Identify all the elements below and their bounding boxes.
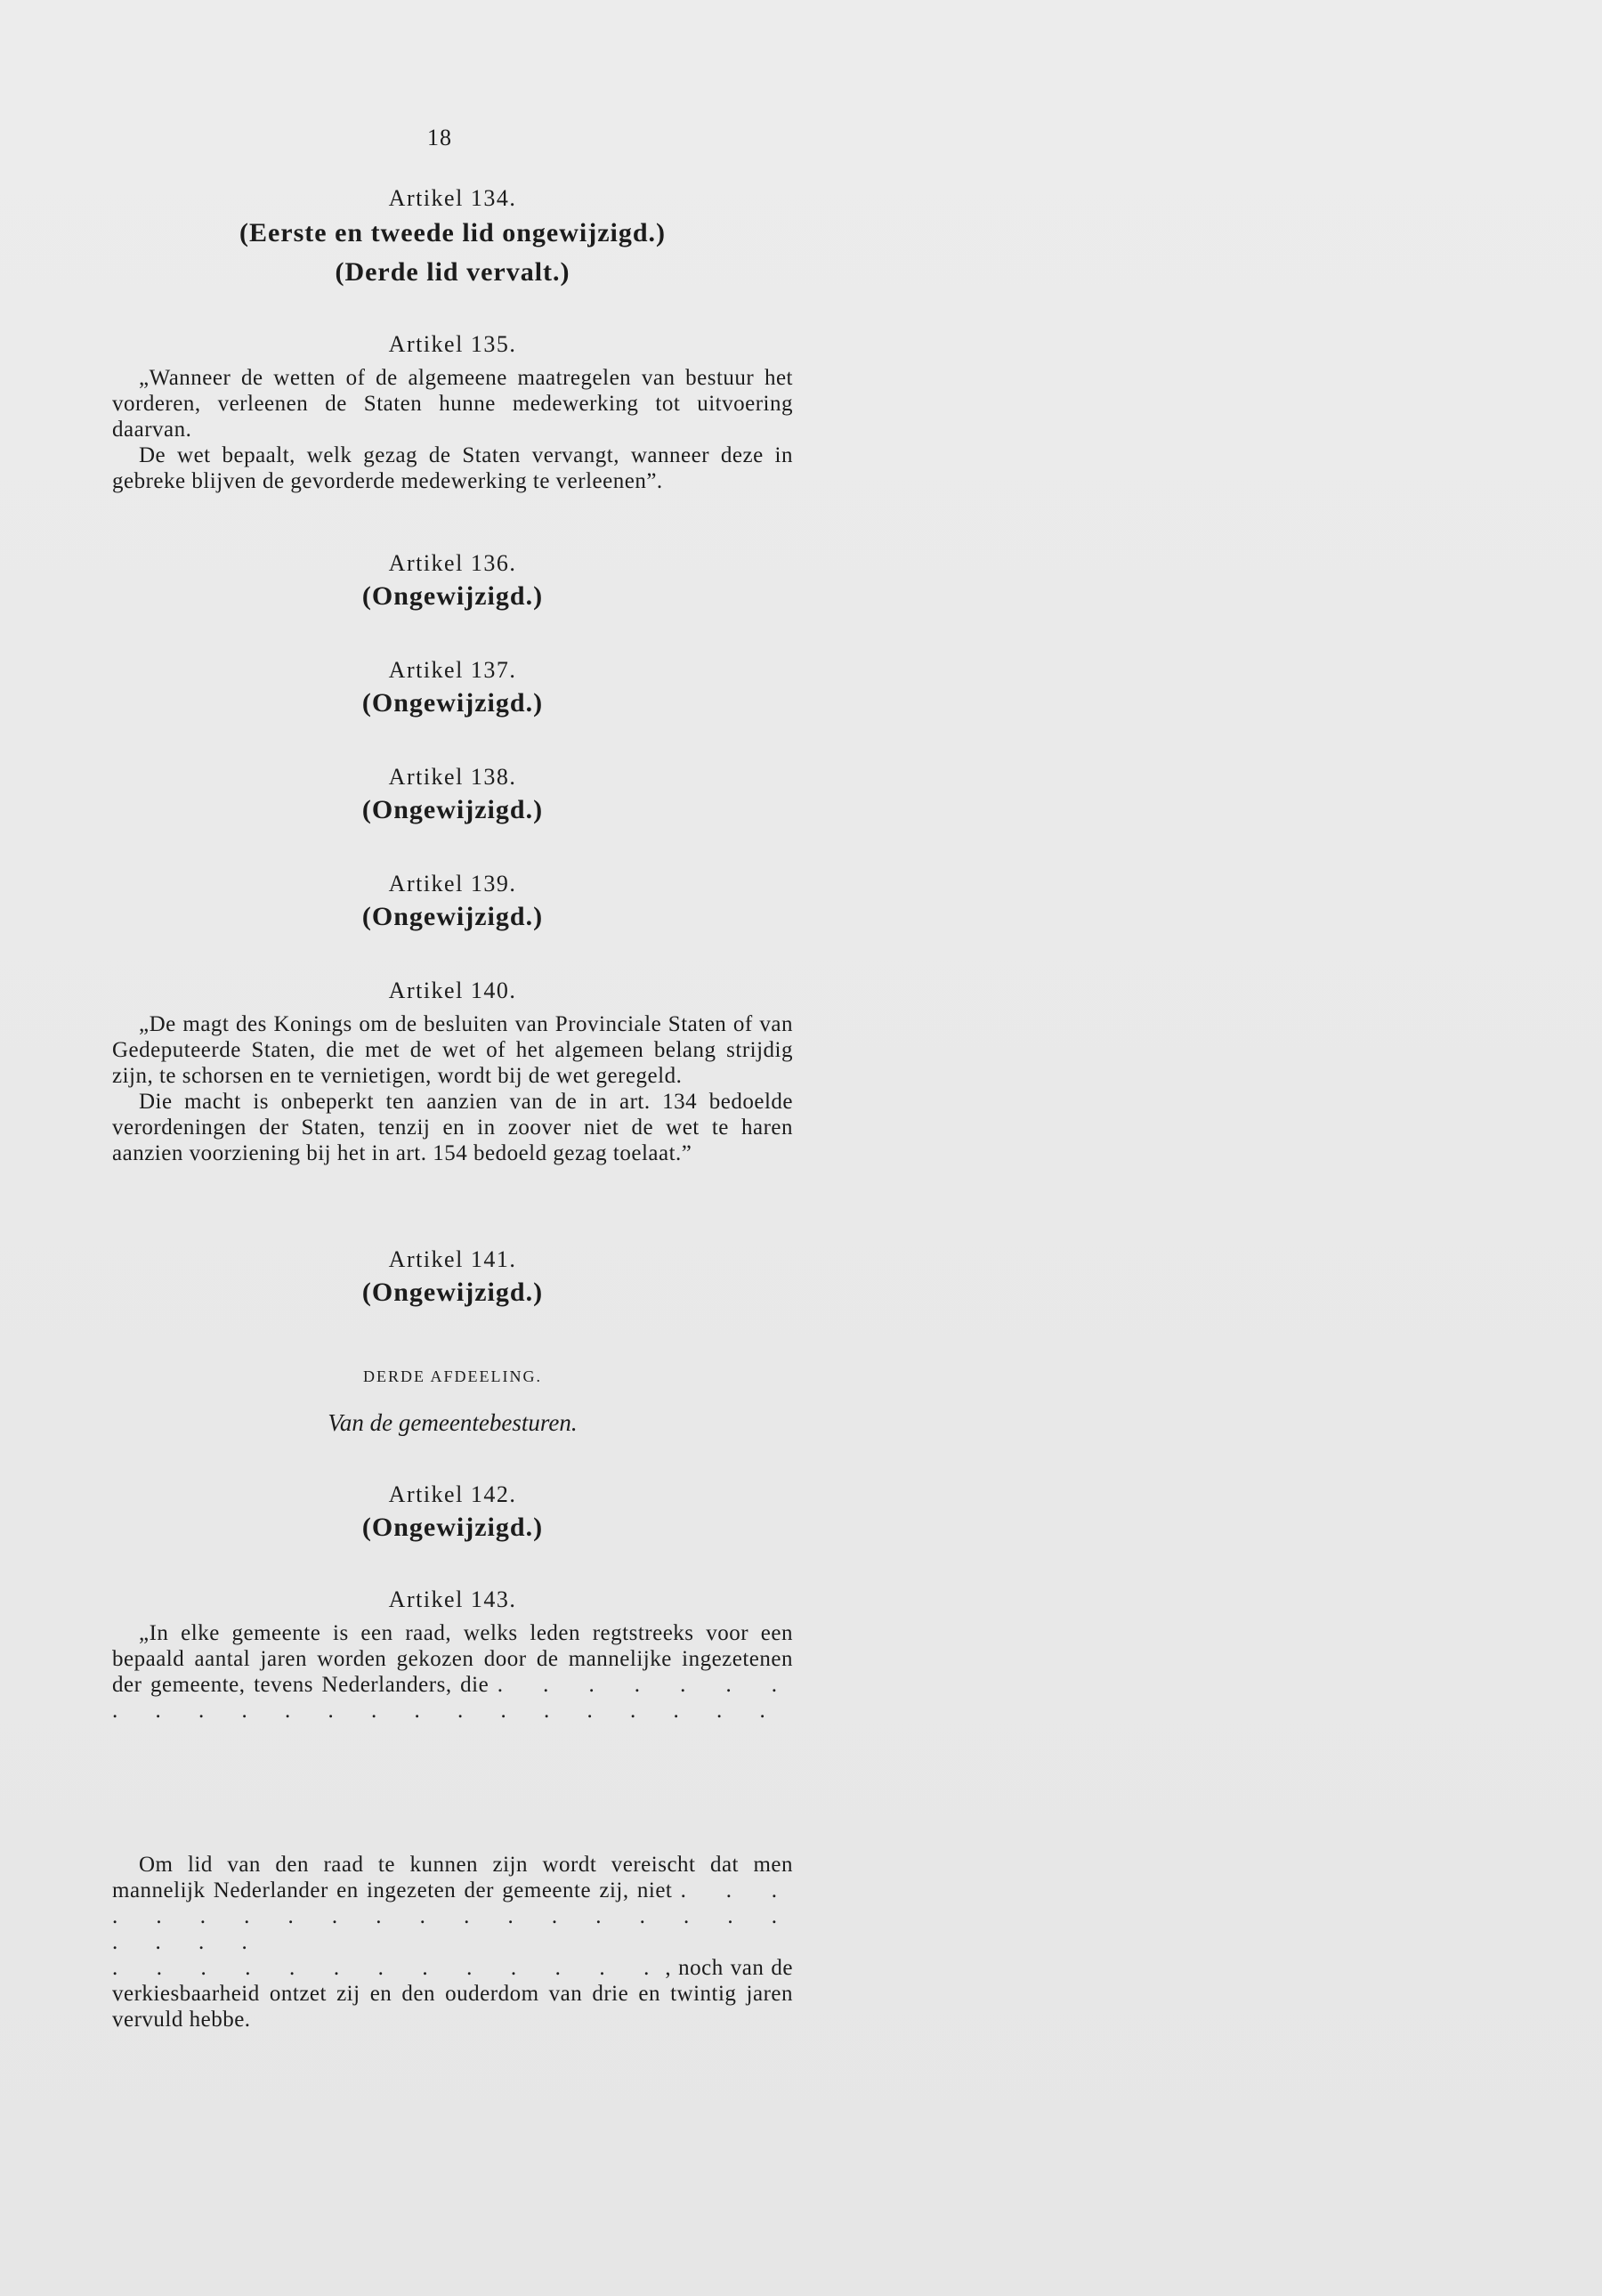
article-heading: Artikel 138. <box>388 764 517 790</box>
article-139 <box>112 871 793 937</box>
ellipsis-dots: . . . . . . . . . . . . . . . . . . . . . . . <box>112 1878 794 1954</box>
article-143 <box>112 1586 793 1724</box>
article-heading: Artikel 136. <box>388 550 517 576</box>
article-heading: Artikel 143. <box>388 1586 517 1612</box>
article-note: (Ongewijzigd.) <box>361 795 544 824</box>
closing-text-line-1: Om lid van den raad te kunnen zijn wordt vereischt dat men mannelijk Nederlander en ingezeten der gemeente zij, niet <box>112 1853 793 1903</box>
article-137 <box>112 657 793 723</box>
article-heading: Artikel 141. <box>388 1246 517 1272</box>
article-note: (Ongewijzigd.) <box>361 688 544 718</box>
article-note: (Ongewijzigd.) <box>361 1513 544 1542</box>
article-note: (Ongewijzigd.) <box>361 902 544 931</box>
text-column <box>112 0 793 2296</box>
closing-text <box>112 1852 793 2032</box>
article-paragraph <box>112 1852 793 1955</box>
article-text <box>112 1011 793 1166</box>
article-heading: Artikel 139. <box>388 871 517 896</box>
article-134 <box>112 185 793 292</box>
article-135 <box>112 331 793 494</box>
article-text <box>112 365 793 494</box>
article-heading: Artikel 140. <box>388 978 517 1003</box>
article-paragraph <box>112 1620 793 1724</box>
article-paragraph: „De magt des Konings om de besluiten van Provinciale Staten of van Gedeputeerde Staten, die met de wet of het algemeen belang strijdig zijn, te schorsen en te vernietigen, wordt bij de wet geregeld. <box>112 1012 793 1088</box>
article-142 <box>112 1481 793 1547</box>
article-heading: Artikel 134. <box>388 185 517 211</box>
page-number: 18 <box>427 125 452 150</box>
article-paragraph <box>112 1955 793 2032</box>
article-note: (Eerste en tweede lid ongewijzigd.) <box>239 218 667 247</box>
article-paragraph: Die macht is onbeperkt ten aanzien van de in art. 134 bedoelde verordeningen der Staten, tenzij en in zoover niet de wet te haren aanzien voorziening bij het in art. 154 bedoeld gezag toelaat.” <box>112 1090 793 1165</box>
article-heading: Artikel 137. <box>388 657 517 683</box>
article-paragraph: De wet bepaalt, welk gezag de Staten vervangt, wanneer deze in gebreke blijven de gevorderde medewerking te verleenen”. <box>112 443 793 493</box>
ellipsis-dots: . . . . . . . . . . . . . <box>112 1956 666 1980</box>
article-note: (Ongewijzigd.) <box>361 581 544 611</box>
article-paragraph-text: „In elke gemeente is een raad, welks leden regtstreeks voor een bepaald aantal jaren worden gekozen door de mannelijke ingezetenen der gemeente, tevens Nederlanders, die <box>112 1621 793 1697</box>
article-text <box>112 1852 793 2032</box>
article-text <box>112 1620 793 1724</box>
section-subtitle: Van de gemeentebesturen. <box>328 1409 578 1436</box>
article-note: (Ongewijzigd.) <box>361 1278 544 1307</box>
ellipsis-dots: . . . . . . . . . . . . . . . . . . . . . . . <box>112 1673 794 1723</box>
section-title: DERDE AFDEELING. <box>363 1367 542 1385</box>
article-138 <box>112 764 793 830</box>
article-heading: Artikel 135. <box>388 331 517 357</box>
article-140 <box>112 978 793 1166</box>
closing-text-line-2: , noch van de verkiesbaarheid ontzet zij en den ouderdom van drie en twintig jaren vervuld hebbe. <box>112 1956 794 2032</box>
article-136 <box>112 550 793 616</box>
article-note: (Derde lid vervalt.) <box>335 257 570 287</box>
section-header <box>112 1367 793 1437</box>
article-141 <box>112 1246 793 1312</box>
article-heading: Artikel 142. <box>388 1481 517 1507</box>
article-paragraph: „Wanneer de wetten of de algemeene maatregelen van bestuur het vorderen, verleenen de Staten hunne medewerking tot uitvoering daarvan. <box>112 366 793 442</box>
